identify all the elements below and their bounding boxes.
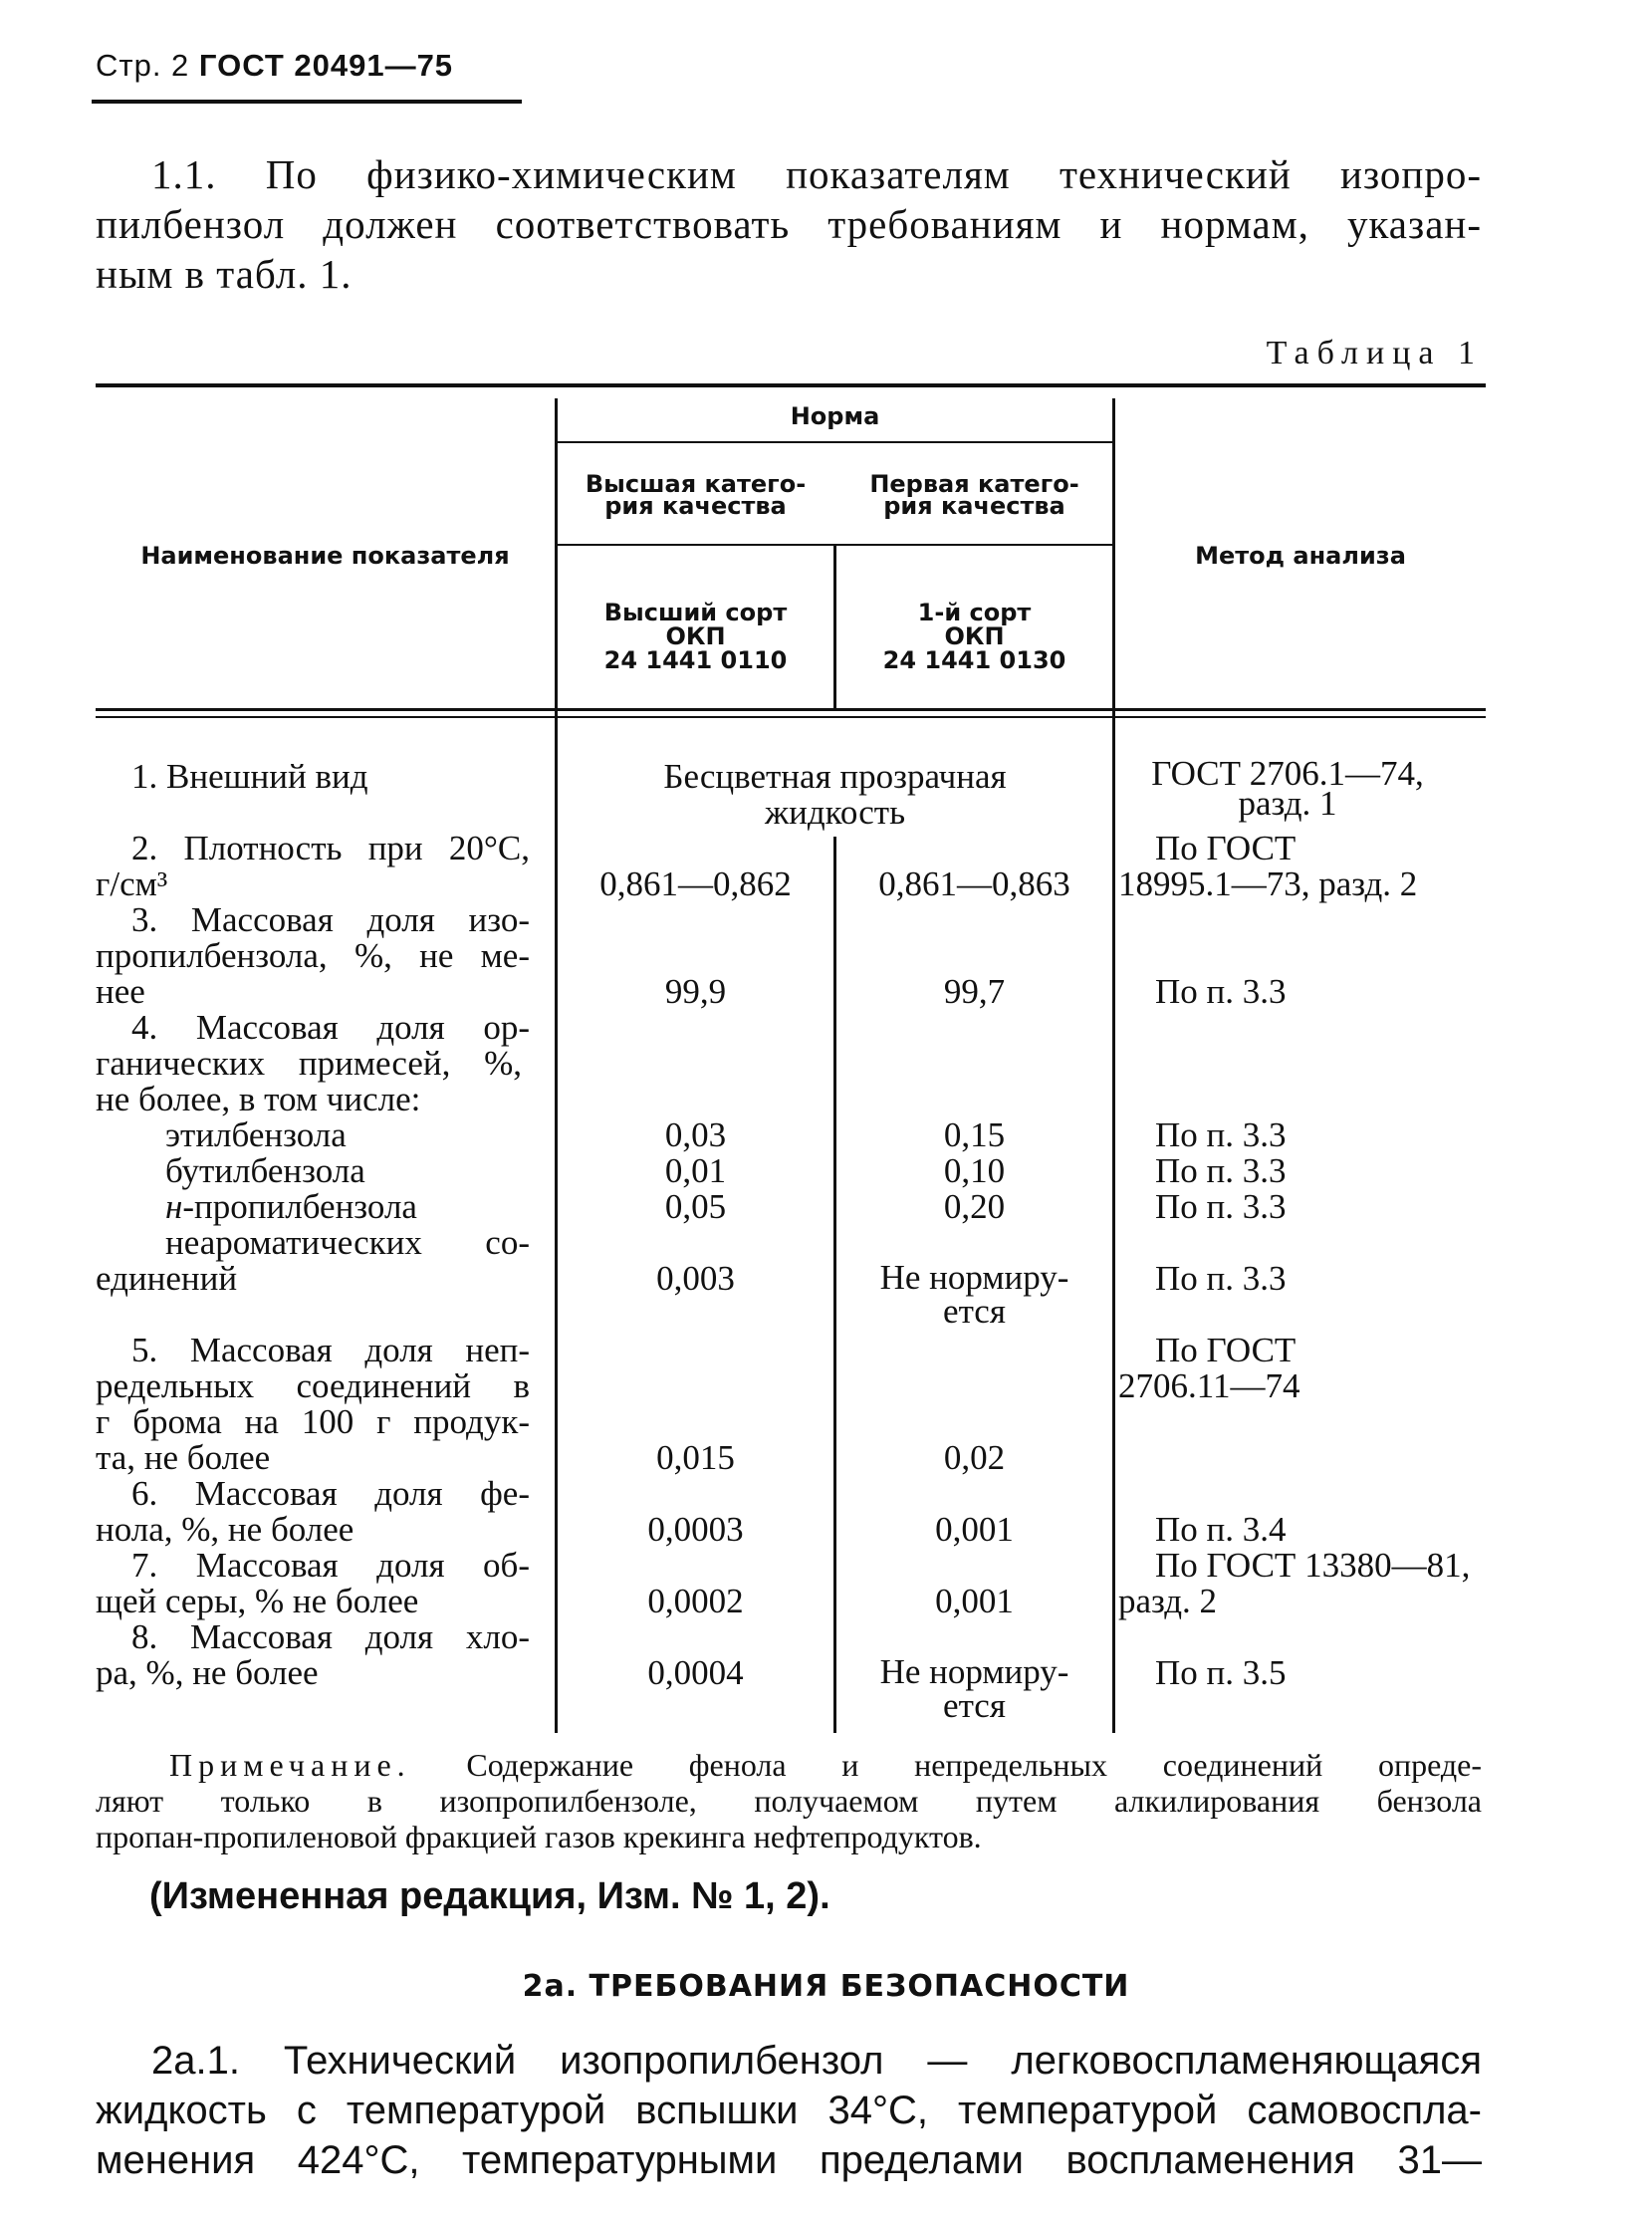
section-title: 2а. ТРЕБОВАНИЯ БЕЗОПАСНОСТИ [522, 1969, 1130, 2004]
row4-name-line3: не более, в том числе: [96, 1080, 421, 1118]
header-norm: Норма [790, 402, 880, 430]
amendment-note: (Измененная редакция, Изм. № 1, 2). [149, 1875, 830, 1917]
row8-name-line2: ра, %, не более [96, 1653, 319, 1692]
row2-name-line2: г/см³ [96, 864, 168, 903]
row8-method: По п. 3.5 [1155, 1653, 1287, 1692]
row7-method-line2: разд. 2 [1118, 1582, 1218, 1620]
header-bottom-rule [96, 708, 1486, 711]
row3-name-line3: нее [96, 972, 145, 1011]
row5-name-line1: 5. Массовая доля неп- [131, 1331, 530, 1369]
row5-name-line3: г брома на 100 г продук- [96, 1402, 530, 1441]
table-caption: Таблица 1 [1266, 335, 1483, 371]
row6-name-line2: нола, %, не более [96, 1510, 354, 1549]
row4b-method: По п. 3.3 [1155, 1151, 1287, 1190]
note-label: Примечание. [169, 1747, 411, 1783]
row4c-name-text: -пропилбензола [182, 1187, 417, 1226]
header-category-first: Первая катего- рия качества [869, 470, 1079, 520]
row4-name-line2: ганических примесей, %, [96, 1044, 522, 1083]
row1-method: ГОСТ 2706.1—74, разд. 1 [1151, 754, 1424, 823]
document-code: ГОСТ 20491—75 [198, 48, 454, 83]
category-header-rule [558, 544, 1112, 546]
row8-first: Не нормиру- ется [879, 1652, 1069, 1725]
row4b-name: бутилбензола [165, 1151, 365, 1190]
row5-method-line2: 2706.11—74 [1118, 1366, 1300, 1405]
row7-method-line1: По ГОСТ 13380—81, [1155, 1546, 1471, 1585]
row3-method: По п. 3.3 [1155, 972, 1287, 1011]
page-header [96, 48, 453, 84]
row4b-high: 0,01 [664, 1151, 727, 1190]
row6-method: По п. 3.4 [1155, 1510, 1287, 1549]
row5-name-line4: та, не более [96, 1438, 271, 1477]
row4d-name-line1: неароматических со- [165, 1223, 530, 1262]
row5-name-line2: редельных соединений в [96, 1366, 530, 1405]
row4c-name [165, 1189, 417, 1225]
row4a-first: 0,15 [943, 1115, 1006, 1154]
header-indicator-name: Наименование показателя [140, 542, 510, 570]
header-grade-first: 1-й сорт ОКП 24 1441 0130 [882, 599, 1066, 674]
row6-first: 0,001 [935, 1510, 1014, 1549]
note-text: Содержание фенола и непредельных соединений опреде- [466, 1747, 1482, 1783]
row4c-first: 0,20 [943, 1187, 1006, 1226]
row4b-first: 0,10 [943, 1151, 1006, 1190]
header-rule [92, 100, 522, 104]
header-bottom-rule [96, 716, 1486, 718]
section-line: менения 424°С, температурными пределами воспламенения 31— [96, 2138, 1482, 2182]
intro-line: пилбензол должен соответствовать требованиям и нормам, указан- [96, 201, 1482, 247]
header-grade-high: Высший сорт ОКП 24 1441 0110 [603, 599, 788, 674]
section-line: 2а.1. Технический изопропилбензол — легковоспламеняющаяся [151, 2039, 1482, 2083]
row4c-high: 0,05 [664, 1187, 727, 1226]
row4d-name-line2: единений [96, 1259, 238, 1298]
row7-name-line2: щей серы, % не более [96, 1582, 419, 1620]
row4-name-line1: 4. Массовая доля ор- [131, 1008, 530, 1047]
row6-high: 0,0003 [647, 1510, 744, 1549]
row7-high: 0,0002 [647, 1582, 744, 1620]
row4d-first: Не нормиру- ется [879, 1258, 1069, 1331]
table-top-rule [96, 383, 1486, 387]
note-line [96, 1747, 1482, 1783]
row3-high: 99,9 [664, 972, 727, 1011]
row5-first: 0,02 [943, 1438, 1006, 1477]
note-line: ляют только в изопропилбензоле, получаемом путем алкилирования бензола [96, 1783, 1482, 1819]
intro-paragraph [96, 149, 1482, 299]
intro-line: 1.1. По физико-химическим показателям технический изопро- [151, 151, 1482, 197]
row2-first: 0,861—0,863 [878, 864, 1070, 903]
row2-method-line1: По ГОСТ [1155, 829, 1297, 867]
norm-header-rule [558, 441, 1112, 443]
header-category-high: Высшая катего- рия качества [585, 470, 807, 520]
row7-name-line1: 7. Массовая доля об- [131, 1546, 530, 1585]
row4a-name: этилбензола [165, 1115, 347, 1154]
row2-high: 0,861—0,862 [599, 864, 792, 903]
row2-method-line2: 18995.1—73, разд. 2 [1118, 864, 1418, 903]
row6-name-line1: 6. Массовая доля фе- [131, 1474, 530, 1513]
row2-name-line1: 2. Плотность при 20°С, [131, 829, 530, 867]
section-paragraph [96, 2036, 1482, 2185]
row4c-method: По п. 3.3 [1155, 1187, 1287, 1226]
row7-first: 0,001 [935, 1582, 1014, 1620]
table-note [96, 1747, 1482, 1854]
row8-high: 0,0004 [647, 1653, 744, 1692]
page-number: Стр. 2 [96, 48, 190, 83]
row3-name-line1: 3. Массовая доля изо- [131, 900, 530, 939]
row4d-method: По п. 3.3 [1155, 1259, 1287, 1298]
column-rule [1112, 398, 1115, 1733]
row3-name-line2: пропилбензола, %, не ме- [96, 936, 530, 975]
row4a-method: По п. 3.3 [1155, 1115, 1287, 1154]
row1-value: Бесцветная прозрачная жидкость [663, 757, 1007, 832]
section-line: жидкость с температурой вспышки 34°С, температурой самовоспла- [96, 2089, 1482, 2132]
row4c-prefix: н [165, 1187, 183, 1226]
intro-line: ным в табл. 1. [96, 251, 353, 297]
row4d-high: 0,003 [656, 1259, 735, 1298]
row5-method-line1: По ГОСТ [1155, 1331, 1297, 1369]
row1-name: 1. Внешний вид [131, 757, 368, 796]
row8-name-line1: 8. Массовая доля хло- [131, 1617, 530, 1656]
row4a-high: 0,03 [664, 1115, 727, 1154]
row3-first: 99,7 [943, 972, 1006, 1011]
note-line: пропан-пропиленовой фракцией газов крекинга нефтепродуктов. [96, 1819, 982, 1854]
header-method: Метод анализа [1195, 542, 1406, 570]
row5-high: 0,015 [656, 1438, 735, 1477]
